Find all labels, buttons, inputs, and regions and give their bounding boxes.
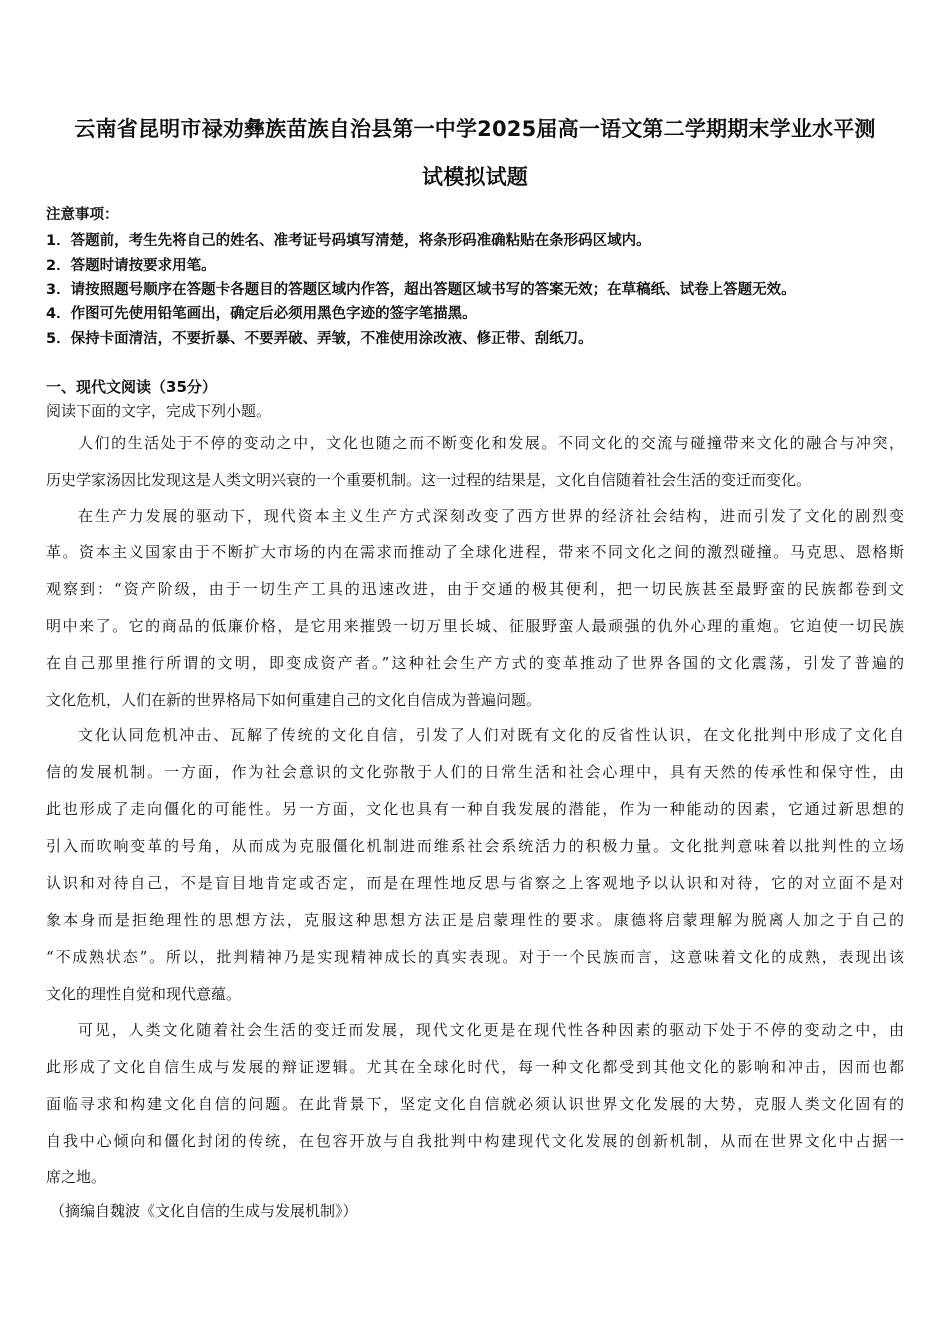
- passage-line: 面临寻求和构建文化自信的问题。在此背景下，坚定文化自信就必须认识世界文化发展的大势，克服人类文化固有的: [46, 1095, 904, 1113]
- passage-line: 此形成了文化自信生成与发展的辩证逻辑。尤其在全球化时代，每一种文化都受到其他文化的影响和冲击，因而也都: [46, 1058, 904, 1076]
- notice-item: 5．保持卡面清洁，不要折暴、不要弄破、弄皱，不准使用涂改液、修正带、刮纸刀。: [46, 331, 593, 347]
- passage-line: 自我中心倾向和僵化封闭的传统，在包容开放与自我批判中构建现代文化发展的创新机制，从而在世界文化中占据一: [46, 1132, 904, 1150]
- notice-item: 2．答题时请按要求用笔。: [46, 258, 216, 274]
- passage-line: 此也形成了走向僵化的可能性。另一方面，文化也具有一种自我发展的潜能，作为一种能动的因素，它通过新思想的: [46, 800, 904, 818]
- notice-item: 3．请按照题号顺序在答题卡各题目的答题区域内作答，超出答题区域书写的答案无效；在草稿纸、试卷上答题无效。: [46, 282, 796, 298]
- notice-heading: 注意事项：: [46, 207, 119, 223]
- passage-line: 文化的理性自觉和现代意蕴。: [46, 985, 242, 1003]
- passage-line: 引入而吹响变革的号角，从而成为克服僵化机制进而维系社会系统活力的积极力量。文化批判意味着以批判性的立场: [46, 837, 904, 855]
- passage-line: 文化认同危机冲击、瓦解了传统的文化自信，引发了人们对既有文化的反省性认识，在文化批判中形成了文化自: [78, 726, 904, 744]
- passage-line: 历史学家汤因比发现这是人类文明兴衰的一个重要机制。这一过程的结果是，文化自信随着社会生活的变迁而变化。: [46, 471, 812, 489]
- passage-line: 信的发展机制。一方面，作为社会意识的文化弥散于人们的日常生活和社会心理中，具有天然的传承性和保守性，由: [46, 763, 904, 781]
- passage-line: 观察到：“资产阶级，由于一切生产工具的迅速改进，由于交通的极其便利，把一切民族甚至最野蛮的民族都卷到文: [46, 580, 904, 598]
- notice-item: 1．答题前，考生先将自己的姓名、准考证号码填写清楚，将条形码准确粘贴在条形码区域内。: [46, 233, 651, 249]
- passage-line: 在自己那里推行所谓的文明，即变成资产者。”这种社会生产方式的变革推动了世界各国的文化震荡，引发了普遍的: [46, 654, 904, 672]
- section-instruction: 阅读下面的文字，完成下列小题。: [46, 402, 272, 420]
- passage-line: 人们的生活处于不停的变动之中，文化也随之而不断变化和发展。不同文化的交流与碰撞带来文化的融合与冲突，: [78, 434, 904, 452]
- passage-line: 文化危机，人们在新的世界格局下如何重建自己的文化自信成为普遍问题。: [46, 691, 542, 709]
- passage-line: 可见，人类文化随着社会生活的变迁而发展，现代文化更是在现代性各种因素的驱动下处于不停的变动之中，由: [78, 1021, 904, 1039]
- notice-item: 4．作图可先使用铅笔画出，确定后必须用黑色字迹的签字笔描黑。: [46, 306, 477, 322]
- passage-line: 革。资本主义国家由于不断扩大市场的内在需求而推动了全球化进程，带来不同文化之间的激烈碰撞。马克思、恩格斯: [46, 543, 904, 561]
- passage-line: 席之地。: [46, 1168, 107, 1186]
- passage-source: （摘编自魏波《文化自信的生成与发展机制》）: [50, 1202, 358, 1220]
- passage-line: 认识和对待自己，不是盲目地肯定或否定，而是在理性地反思与省察之上客观地予以认识和对待，它的对立面不是对: [46, 874, 904, 892]
- page-title-line-2: 试模拟试题: [422, 165, 528, 189]
- passage-line: 明中来了。它的商品的低廉价格，是它用来摧毁一切万里长城、征服野蛮人最顽强的仇外心理的重炮。它迫使一切民族: [46, 617, 904, 635]
- passage-line: “不成熟状态”。所以，批判精神乃是实现精神成长的真实表现。对于一个民族而言，这意味着文化的成熟，表现出该: [46, 948, 904, 966]
- page-title-line-1: 云南省昆明市禄劝彝族苗族自治县第一中学2025届高一语文第二学期期末学业水平测: [74, 117, 876, 141]
- passage-line: 象本身而是拒绝理性的思想方法，克服这种思想方法正是启蒙理性的要求。康德将启蒙理解为脱离人加之于自己的: [46, 911, 904, 929]
- passage-line: 在生产力发展的驱动下，现代资本主义生产方式深刻改变了西方世界的经济社会结构，进而引发了文化的剧烈变: [78, 507, 904, 525]
- section-heading: 一、现代文阅读（35分）: [46, 378, 217, 396]
